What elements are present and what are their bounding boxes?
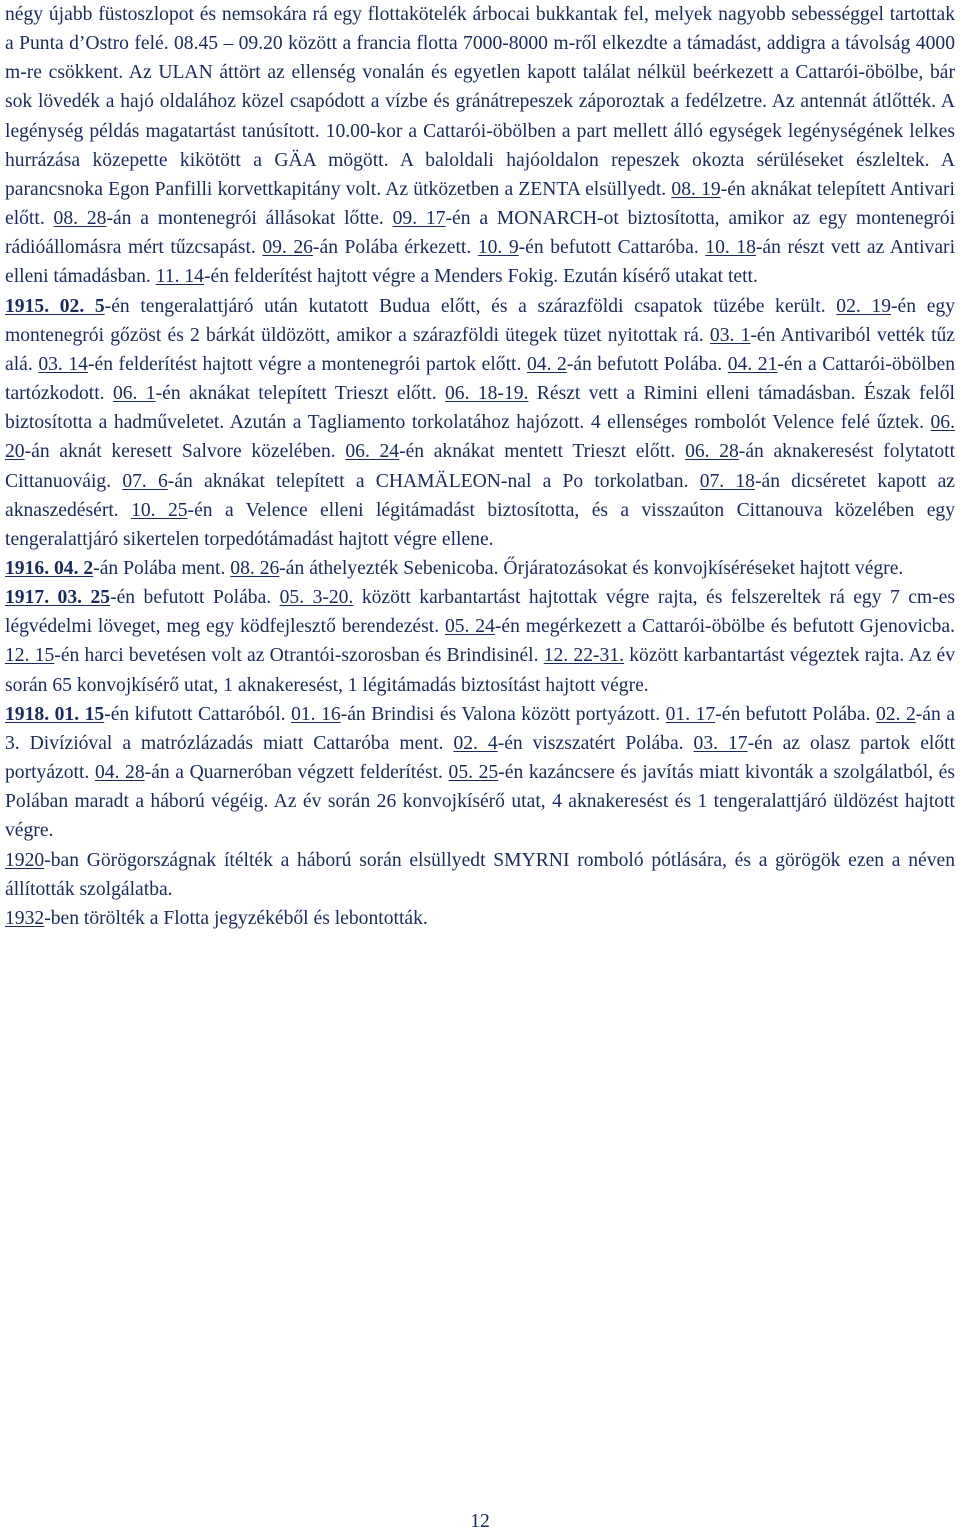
text-run: -án Polába ment. — [93, 557, 231, 579]
text-run: -én a Cattarói-öbölben tartózkodott. — [5, 353, 956, 405]
date-reference: 12. 22-31. — [543, 645, 625, 667]
text-run: -én aknákat mentett Trieszt előtt. — [399, 441, 686, 463]
date-reference: 05. 25 — [448, 762, 499, 784]
text-run: -én Antivariból vették tűz alá. — [5, 324, 956, 375]
date-reference: 07. 18 — [699, 470, 755, 492]
date-reference: 05. 3-20. — [279, 587, 354, 609]
date-reference: 01. 16 — [291, 703, 341, 725]
text-run: -én kazáncsere és javítás miatt kivonták a szolgálatból, és Polában maradt a háború végéig. Az év során 26 konvojkísérő utat, 4 aknakeresést és 1 tengeralattjáró üldözést hajtott végre. — [5, 762, 955, 842]
document-body — [5, 0, 955, 933]
date-reference: 04. 2 — [526, 353, 567, 375]
date-reference: 12. 15 — [5, 645, 55, 667]
text-run: -én befutott Polába. — [110, 587, 280, 609]
text-run: -án a 3. Divízióval a matrózlázadás miatt Cattaróba ment. — [5, 703, 956, 754]
date-reference: 06. 18-19. — [444, 383, 529, 405]
date-reference: 01. 17 — [665, 703, 716, 725]
text-run: -ben törölték a Flotta jegyzékéből és lebontották. — [44, 907, 428, 929]
date-reference: 11. 14 — [155, 266, 204, 288]
date-reference: 08. 26 — [230, 557, 280, 579]
text-run: -án befutott Polába. — [566, 353, 728, 375]
date-reference: 05. 24 — [444, 616, 495, 638]
text-paragraph — [5, 0, 955, 292]
text-paragraph — [5, 554, 955, 583]
text-run: -án a montenegrói állásokat lőtte. — [106, 208, 393, 230]
text-run: -án áthelyezték Sebenicoba. Őrjáratozásokat és konvojkíséréseket hajtott végre. — [279, 557, 904, 579]
text-run: -én kifutott Cattaróból. — [104, 703, 292, 725]
text-run: -én a MONARCH-ot biztosította, amikor az egy montenegrói rádióállomásra mért tűzcsapást. — [5, 208, 956, 259]
text-paragraph — [5, 292, 955, 554]
text-run: -ban Görögországnak ítélték a háború során elsüllyedt SMYRNI romboló pótlására, és a görögök ezen a néven állították szolgálatba. — [5, 849, 955, 900]
date-reference: 07. 6 — [122, 470, 168, 492]
text-paragraph — [5, 700, 955, 846]
text-run: -án dicséretet kapott az aknaszedésért. — [5, 470, 955, 521]
text-run: -én az olasz partok előtt portyázott. — [5, 732, 956, 784]
date-reference: 1915. 02. 5 — [5, 295, 105, 317]
date-reference: 06. 28 — [685, 441, 739, 463]
text-run: -én egy montenegrói gőzöst és 2 bárkát üldözött, amikor a szárazföldi ütegek tüzet nyitottak rá. — [5, 295, 955, 346]
text-run: -án aknákat telepített a CHAMÄLEON-nal a Po torkolatban. — [167, 470, 700, 492]
text-run: -án Brindisi és Valona között portyázott. — [340, 703, 666, 725]
text-run: négy újabb füstoszlopot és nemsokára rá egy flottakötelék árbocai bukkantak fel, melyek nagyobb sebességgel tartottak a Punta d’Ostro felé. 08.45 – 09.20 között a francia flotta 7000-8000 m-ről elkezdte a támadást, addigra a távolság 4000 m-re csökkent. Az ULAN áttört az ellenség vonalán és egyetlen kapott találat nélkül beérkezett a Cattarói-öbölbe, bár sok lövedék a hajó oldalához közel csapódott a vízbe és gránátrepeszek záporoztak a fedélzetre. Az antennát átlőtték. A legénység példás magatartást tanúsított. 10.00-kor a Cattarói-öbölben a part mellett álló egységek legénységének lelkes hurrázása közepette kikötött a GÄA mögött. A baloldali hajóoldalon repeszek okozta sérüléseket észleltek. A parancsnoka Egon Panfilli korvettkapitány volt. Az ütközetben a ZENTA elsüllyedt. — [5, 4, 955, 200]
date-reference: 08. 19 — [671, 178, 721, 200]
date-reference: 1916. 04. 2 — [5, 557, 94, 579]
text-run: -én tengeralattjáró után kutatott Budua előtt, és a szárazföldi csapatok tüzébe került. — [104, 295, 837, 317]
date-reference: 10. 25 — [131, 499, 188, 521]
text-run: Részt vett a Rimini elleni támadásban. Észak felől biztosította a hadműveletet. Azután a Tagliamento torkolatához hajózott. 4 ellenséges rombolót Velence felé űztek. — [5, 383, 955, 434]
date-reference: 10. 9 — [477, 237, 519, 259]
text-run: között karbantartást végeztek rajta. Az év során 65 konvojkísérő utat, 1 aknakeresést, 1 légitámadás biztosítást hajtott végre. — [5, 645, 955, 696]
date-reference: 02. 19 — [836, 295, 892, 317]
date-reference: 09. 26 — [262, 237, 313, 259]
text-paragraph — [5, 904, 955, 933]
text-run: között karbantartást hajtottak végre rajta, és felszereltek rá egy 7 cm-es légvédelmi löveget, meg egy ködfejlesztő berendezést. — [5, 587, 955, 638]
date-reference: 1920 — [5, 849, 45, 871]
page-number: 12 — [470, 1511, 490, 1532]
text-run: -én felderítést hajtott végre a Menders Fokig. Ezután kísérő utakat tett. — [203, 266, 758, 288]
text-run: -én viszszatért Polába. — [497, 732, 694, 754]
date-reference: 1917. 03. 25 — [5, 587, 111, 609]
text-run: -én befutott Cattaróba. — [518, 237, 706, 259]
date-reference: 02. 2 — [875, 703, 916, 725]
text-run: -én megérkezett a Cattarói-öbölbe és befutott Gjenovicba. — [494, 616, 955, 638]
text-run: -én a Velence elleni légitámadást biztosította, és a visszaúton Cittanouva közelében egy tengeralattjáró sikertelen torpedótámadást hajtott végre ellene. — [5, 499, 956, 550]
date-reference: 06. 20 — [5, 412, 955, 463]
date-reference: 10. 18 — [705, 237, 756, 259]
text-run: -én aknákat telepített Antivari előtt. — [5, 178, 955, 230]
date-reference: 06. 24 — [345, 441, 400, 463]
date-reference: 02. 4 — [453, 732, 498, 754]
text-run: -án aknakeresést folytatott Cittanuováig. — [5, 441, 956, 492]
text-run: -én felderítést hajtott végre a montenegrói partok előtt. — [87, 353, 527, 375]
date-reference: 1932 — [5, 907, 45, 929]
date-reference: 04. 28 — [94, 762, 145, 784]
date-reference: 03. 1 — [709, 324, 751, 346]
text-paragraph — [5, 846, 955, 904]
date-reference: 1918. 01. 15 — [5, 703, 105, 725]
date-reference: 04. 21 — [727, 353, 778, 375]
text-paragraph — [5, 583, 955, 700]
text-run: -én aknákat telepített Trieszt előtt. — [155, 383, 445, 405]
text-run: -án a Quarneróban végzett felderítést. — [144, 762, 449, 784]
text-run: -án Polába érkezett. — [312, 237, 478, 259]
text-run: -án aknát keresett Salvore közelében. — [24, 441, 346, 463]
text-run: -én befutott Polába. — [715, 703, 876, 725]
date-reference: 08. 28 — [53, 208, 107, 230]
date-reference: 09. 17 — [392, 208, 446, 230]
date-reference: 03. 14 — [38, 353, 88, 375]
date-reference: 03. 17 — [693, 732, 748, 754]
text-run: -án részt vett az Antivari elleni támadásban. — [5, 237, 956, 288]
date-reference: 06. 1 — [112, 383, 156, 405]
text-run: -én harci bevetésen volt az Otrantói-szorosban és Brindisinél. — [54, 645, 544, 667]
